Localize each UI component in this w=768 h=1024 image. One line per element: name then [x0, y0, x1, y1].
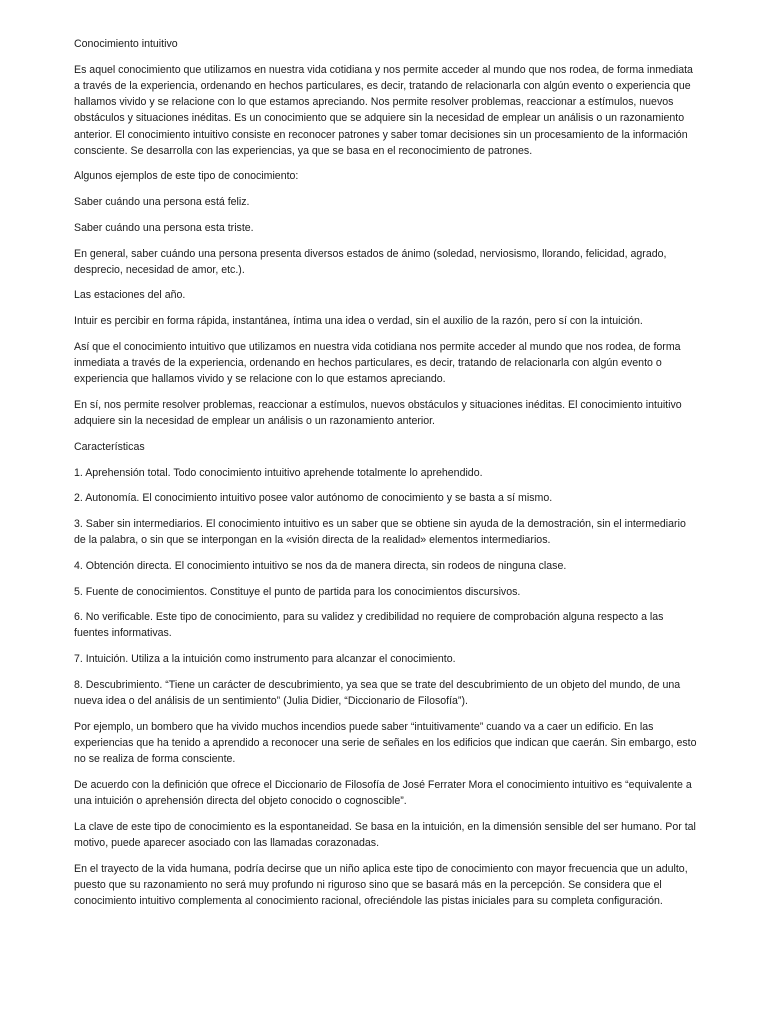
- paragraph-espontaneidad: La clave de este tipo de conocimiento es la espontaneidad. Se basa en la intuición, en la dimensión sensible del ser humano. Por tal motivo, puede aparecer asociado con las llamadas corazonadas.: [74, 820, 696, 850]
- list-item-6: 6. No verificable. Este tipo de conocimiento, para su validez y credibilidad no requiere de comprobación alguna respecto a las fuentes informativas.: [74, 611, 664, 640]
- paragraph-definition: Es aquel conocimiento que utilizamos en nuestra vida cotidiana y nos permite acceder al mundo que nos rodea, de forma inmediata a través de la experiencia, ordenando en hechos particulares, es decir, tratando de relacionarla con algún evento o experiencia que hallamos vivido y se relacione con lo que estamos apreciando. Nos permite resolver problemas, reaccionar a estímulos, nuevos obstáculos y situaciones inéditas. Es un conocimiento que se adquiere sin la necesidad de emplear un análisis o un razonamiento anterior. El conocimiento intuitivo consiste en reconocer patrones y saber tomar decisiones sin un procesamiento de la información consciente. Se desarrolla con las experiencias, ya que se basa en el reconocimiento de patrones.: [74, 63, 693, 157]
- paragraph-example-moods: En general, saber cuándo una persona presenta diversos estados de ánimo (soledad, nerviosismo, llorando, felicidad, agrado, desprecio, necesidad de amor, etc.).: [74, 247, 667, 276]
- list-item-1: 1. Aprehensión total. Todo conocimiento intuitivo aprehende totalmente lo aprehendido.: [74, 466, 483, 479]
- list-item-3: 3. Saber sin intermediarios. El conocimiento intuitivo es un saber que se obtiene sin ayuda de la demostración, sin el intermediario de la palabra, o sin que se interpongan en la «visión directa de la realidad» elementos intermediarios.: [74, 517, 686, 547]
- paragraph-examples-intro: Algunos ejemplos de este tipo de conocimiento:: [74, 170, 299, 183]
- paragraph-example-happy: Saber cuándo una persona está feliz.: [74, 196, 250, 209]
- paragraph-en-si: En sí, nos permite resolver problemas, reaccionar a estímulos, nuevos obstáculos y situaciones inéditas. El conocimiento intuitivo adquiere sin la necesidad de emplear un análisis o un razonamiento anterior.: [74, 398, 682, 428]
- paragraph-intuir: Intuir es percibir en forma rápida, instantánea, íntima una idea o verdad, sin el auxilio de la razón, pero sí con la intuición.: [74, 315, 643, 328]
- document-page: [74, 36, 700, 919]
- list-item-2: 2. Autonomía. El conocimiento intuitivo posee valor autónomo de conocimiento y se basta a sí mismo.: [74, 492, 553, 505]
- paragraph-ferrater-mora: De acuerdo con la definición que ofrece el Diccionario de Filosofía de José Ferrater Mora el conocimiento intuitivo es “equivalente a una intuición o aprehensión directa del objeto conocido o cognoscible”.: [74, 778, 692, 808]
- paragraph-trayecto: En el trayecto de la vida humana, podría decirse que un niño aplica este tipo de conocimiento con mayor frecuencia que un adulto, puesto que su razonamiento no será muy profundo ni riguroso sino que se basará más en la percepción. Se considera que el conocimiento intuitivo complementa al conocimiento racional, ofreciéndole las pistas iniciales para su completa configuración.: [74, 862, 688, 908]
- list-item-5: 5. Fuente de conocimientos. Constituye el punto de partida para los conocimientos discursivos.: [74, 585, 521, 598]
- list-item-7: 7. Intuición. Utiliza a la intuición como instrumento para alcanzar el conocimiento.: [74, 653, 456, 666]
- section-heading-caracteristicas: Características: [74, 440, 145, 453]
- document-title: Conocimiento intuitivo: [74, 38, 178, 50]
- paragraph-example-seasons: Las estaciones del año.: [74, 289, 186, 302]
- paragraph-asi-que: Así que el conocimiento intuitivo que utilizamos en nuestra vida cotidiana nos permite acceder al mundo que nos rodea, de forma inmediata a través de la experiencia, ordenando en hechos particulares, es decir, tratando de relacionarla con algún evento o experiencia que hallamos vivido y se relacione con lo que estamos apreciando.: [74, 340, 681, 386]
- paragraph-bombero: Por ejemplo, un bombero que ha vivido muchos incendios puede saber “intuitivamente” cuando va a caer un edificio. En las experiencias que ha tenido a aprendido a reconocer una serie de señales en los edificios que indican que caerán. Sin embargo, esto no se realiza de forma consciente.: [74, 720, 697, 766]
- list-item-8: 8. Descubrimiento. “Tiene un carácter de descubrimiento, ya sea que se trate del descubrimiento de un objeto del mundo, de una nueva idea o del análisis de un sentimiento” (Julia Didier, “Diccionario de Filosofía”).: [74, 678, 681, 708]
- list-item-4: 4. Obtención directa. El conocimiento intuitivo se nos da de manera directa, sin rodeos de ninguna clase.: [74, 559, 567, 572]
- paragraph-example-sad: Saber cuándo una persona esta triste.: [74, 221, 254, 234]
